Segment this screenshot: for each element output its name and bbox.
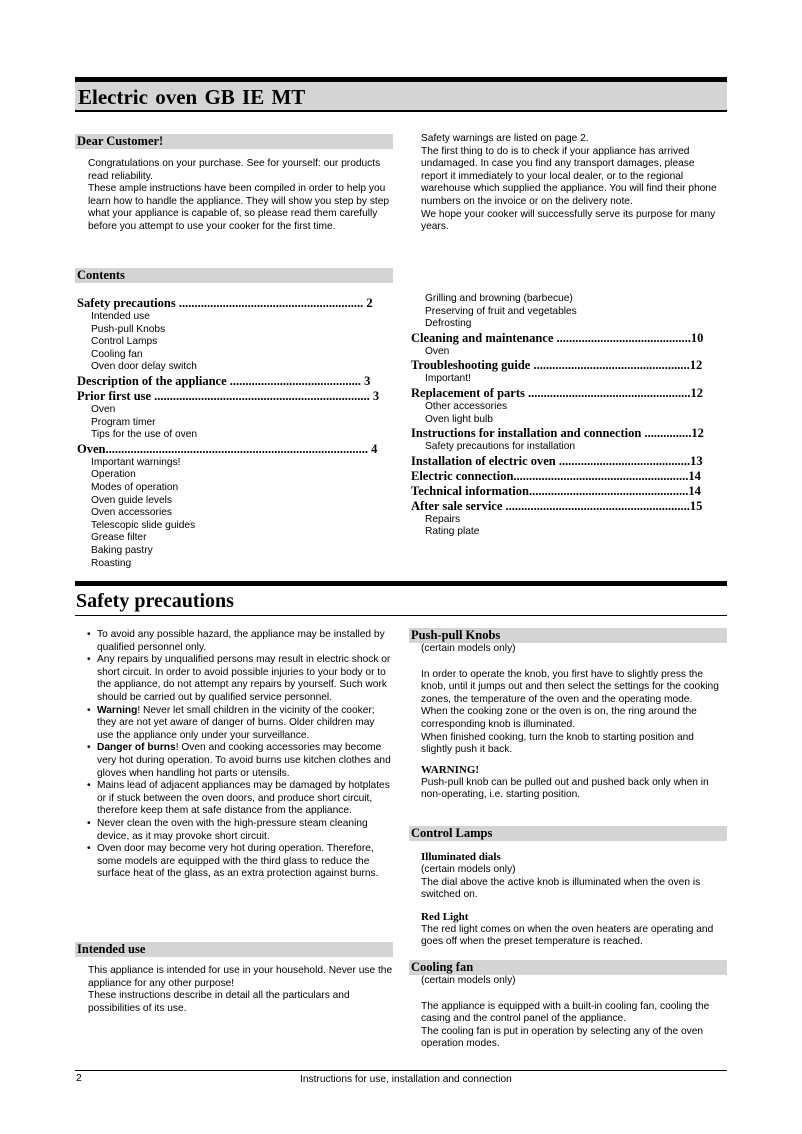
illuminated-dials-head: Illuminated dials bbox=[421, 851, 501, 863]
safety-title-bar bbox=[75, 588, 727, 616]
toc-subentry: Rating plate bbox=[425, 526, 480, 538]
page-number: 2 bbox=[76, 1072, 82, 1084]
toc-entry: Replacement of parts ....................................................12 bbox=[411, 385, 703, 400]
safety-bullet-text: To avoid any possible hazard, the appliance may be installed by qualified personnel only. bbox=[97, 629, 385, 653]
cooling-fan-p1: The appliance is equipped with a built-in cooling fan, cooling the casing and the control panel of the appliance. bbox=[421, 1000, 710, 1025]
toc-entry: Technical information...................................................14 bbox=[411, 483, 701, 498]
toc-entry: Instructions for installation and connection ...............12 bbox=[411, 426, 704, 441]
push-pull-heading: Push-pull Knobs bbox=[409, 628, 727, 643]
toc-subentry: Push-pull Knobs bbox=[91, 323, 166, 335]
cooling-fan-heading: Cooling fan bbox=[409, 960, 727, 975]
toc-subentry: Grilling and browning (barbecue) bbox=[425, 293, 573, 304]
push-pull-warning-head: WARNING! bbox=[421, 763, 480, 776]
intended-use-p2: These instructions describe in detail all the particulars and possibilities of its use. bbox=[88, 990, 350, 1014]
safety-bullet bbox=[87, 654, 392, 704]
intended-use-heading: Intended use bbox=[75, 942, 393, 957]
toc-subentry: Roasting bbox=[91, 557, 132, 569]
toc-subentry: Oven bbox=[425, 345, 450, 357]
intro-right bbox=[421, 133, 721, 234]
toc-entry: Safety precautions ........................................................... 2 bbox=[77, 296, 373, 310]
push-pull-note: (certain models only) bbox=[421, 643, 516, 654]
safety-bullet bbox=[87, 742, 392, 780]
cooling-fan-p2: The cooling fan is put in operation by selecting any of the oven operation modes. bbox=[421, 1025, 704, 1050]
toc-subentry: Oven door delay switch bbox=[91, 361, 197, 373]
toc-subentry: Other accessories bbox=[425, 400, 508, 412]
toc-entry: Prior first use ..................................................................... 3 bbox=[77, 388, 380, 403]
toc-subentry: Operation bbox=[91, 469, 136, 481]
control-lamps-section bbox=[409, 826, 727, 949]
safety-bullet-text: ! Oven and cooking accessories may become very hot during operation. To avoid burns use kitchen clothes and gloves when handling hot parts or utensils. bbox=[97, 742, 391, 779]
push-pull-p1: In order to operate the knob, you first have to slightly press the knob, until it jumps out and then select the settings for the cooking zones, the temperature of the oven and the operating mode. bbox=[421, 668, 719, 705]
toc-subentry: Grease filter bbox=[91, 532, 147, 544]
section-rule bbox=[75, 581, 727, 586]
title-bar bbox=[75, 82, 727, 112]
intro-right-p2: The first thing to do is to check if your appliance has arrived undamaged. In case you find any transport damages, please report it immediately to your local dealer, or to the regional warehouse which supplied the appliance. You will find their phone numbers on the invoice or on the delivery note. bbox=[421, 145, 717, 207]
toc-subentry: Program timer bbox=[91, 416, 156, 428]
control-lamps-heading: Control Lamps bbox=[409, 826, 727, 841]
toc-subentry: Oven bbox=[91, 403, 116, 415]
safety-bullet-text: Oven door may become very hot during operation. Therefore, some models are equipped with the third glass to reduce the surface heat of the glass, as an extra protection against burns. bbox=[97, 843, 379, 880]
toc-entry: Installation of electric oven ..........................................13 bbox=[411, 453, 703, 468]
toc-entry: Oven.................................................................................... 4 bbox=[77, 441, 378, 456]
safety-bullet-emphasis: Danger of burns bbox=[97, 742, 176, 754]
intended-use-section bbox=[75, 942, 393, 1015]
toc-left-column bbox=[77, 296, 392, 570]
red-light-text: The red light comes on when the oven heaters are operating and goes off when the preset temperature is reached. bbox=[421, 923, 714, 948]
toc-subentry: Oven guide levels bbox=[91, 494, 172, 506]
toc-subentry: Cooling fan bbox=[91, 348, 143, 360]
safety-bullet bbox=[87, 843, 392, 881]
footer-text: Instructions for use, installation and connection bbox=[300, 1074, 512, 1085]
safety-bullets bbox=[87, 629, 392, 881]
illuminated-dials-note: (certain models only) bbox=[421, 864, 516, 875]
toc-subentry: Modes of operation bbox=[91, 481, 179, 493]
push-pull-warning: Push-pull knob can be pulled out and pushed back only when in non-operating, i.e. starting position. bbox=[421, 776, 709, 801]
toc-entry: Electric connection........................................................14 bbox=[411, 468, 701, 483]
toc-subentry: Oven light bulb bbox=[425, 413, 493, 425]
toc-subentry: Important! bbox=[425, 373, 471, 385]
dear-customer-p2: These ample instructions have been compiled in order to help you learn how to handle the appliance. They will show you step by step what your appliance is capable of, so please read them carefully before you attempt to use your cooker for the first time. bbox=[88, 183, 390, 232]
safety-bullet-text: Mains lead of adjacent appliances may be damaged by hotplates or if stuck between the oven doors, and produce short circuit, therefore keep them at safe distance from the appliance. bbox=[97, 780, 390, 817]
safety-bullet bbox=[87, 629, 392, 654]
toc-subentry: Important warnings! bbox=[91, 456, 181, 468]
toc-subentry: Baking pastry bbox=[91, 544, 153, 556]
toc-subentry: Repairs bbox=[425, 513, 461, 525]
toc-subentry: Intended use bbox=[91, 311, 150, 322]
toc-entry: Cleaning and maintenance ...........................................10 bbox=[411, 330, 704, 345]
dear-customer-p1: Congratulations on your purchase. See for yourself: our products read reliability. bbox=[88, 158, 381, 182]
toc-subentry: Safety precautions for installation bbox=[425, 441, 576, 453]
safety-bullet bbox=[87, 705, 392, 743]
toc-right-column bbox=[411, 293, 727, 539]
toc-entry: After sale service ...........................................................15 bbox=[411, 498, 703, 513]
illuminated-dials-text: The dial above the active knob is illuminated when the oven is switched on. bbox=[421, 876, 701, 901]
cooling-fan-note: (certain models only) bbox=[421, 975, 516, 986]
toc-subentry: Tips for the use of oven bbox=[91, 429, 198, 441]
contents-heading: Contents bbox=[75, 268, 393, 283]
page-title: Electric oven GB IE MT bbox=[78, 85, 306, 109]
safety-bullet-text: ! Never let small children in the vicinity of the cooker; they are not yet aware of danger of burns. Older children may use the appliance only under your surveillance. bbox=[97, 704, 375, 741]
safety-bullet-text: Never clean the oven with the high-pressure steam cleaning device, as it may provoke short circuit. bbox=[97, 817, 368, 842]
dear-customer-heading: Dear Customer! bbox=[75, 134, 393, 149]
safety-bullet bbox=[87, 818, 392, 843]
toc-subentry: Defrosting bbox=[425, 318, 472, 330]
toc-subentry: Telescopic slide guides bbox=[91, 519, 196, 531]
red-light-head: Red Light bbox=[421, 910, 469, 923]
intro-right-p3: We hope your cooker will successfully serve its purpose for many years. bbox=[421, 208, 716, 233]
push-pull-section bbox=[409, 628, 727, 802]
toc-entry: Troubleshooting guide ..................................................12 bbox=[411, 358, 703, 373]
safety-bullet-emphasis: Warning bbox=[97, 704, 138, 716]
toc-subentry: Preserving of fruit and vegetables bbox=[425, 305, 577, 317]
cooling-fan-section bbox=[409, 960, 727, 1051]
dear-customer-section bbox=[75, 134, 393, 234]
push-pull-p2: When the cooking zone or the oven is on, the ring around the corresponding knob is illuminated. bbox=[421, 706, 697, 730]
safety-bullet-text: Any repairs by unqualified persons may result in electric shock or short circuit. In order to avoid possible injuries to your body or to the appliance, do not attempt any repairs by yourself. Such work should be carried out by qualified service personnel. bbox=[97, 654, 391, 703]
toc-subentry: Oven accessories bbox=[91, 507, 172, 519]
intro-right-p1: Safety warnings are listed on page 2. bbox=[421, 133, 589, 144]
intended-use-p1: This appliance is intended for use in your household. Never use the appliance for any other purpose! bbox=[88, 965, 393, 989]
safety-bullet bbox=[87, 780, 392, 818]
safety-title: Safety precautions bbox=[76, 590, 234, 612]
footer-rule bbox=[75, 1070, 727, 1071]
push-pull-p3: When finished cooking, turn the knob to starting position and slightly push it back. bbox=[421, 731, 694, 756]
toc-entry: Description of the appliance .......................................... 3 bbox=[77, 373, 371, 388]
toc-subentry: Control Lamps bbox=[91, 336, 158, 348]
